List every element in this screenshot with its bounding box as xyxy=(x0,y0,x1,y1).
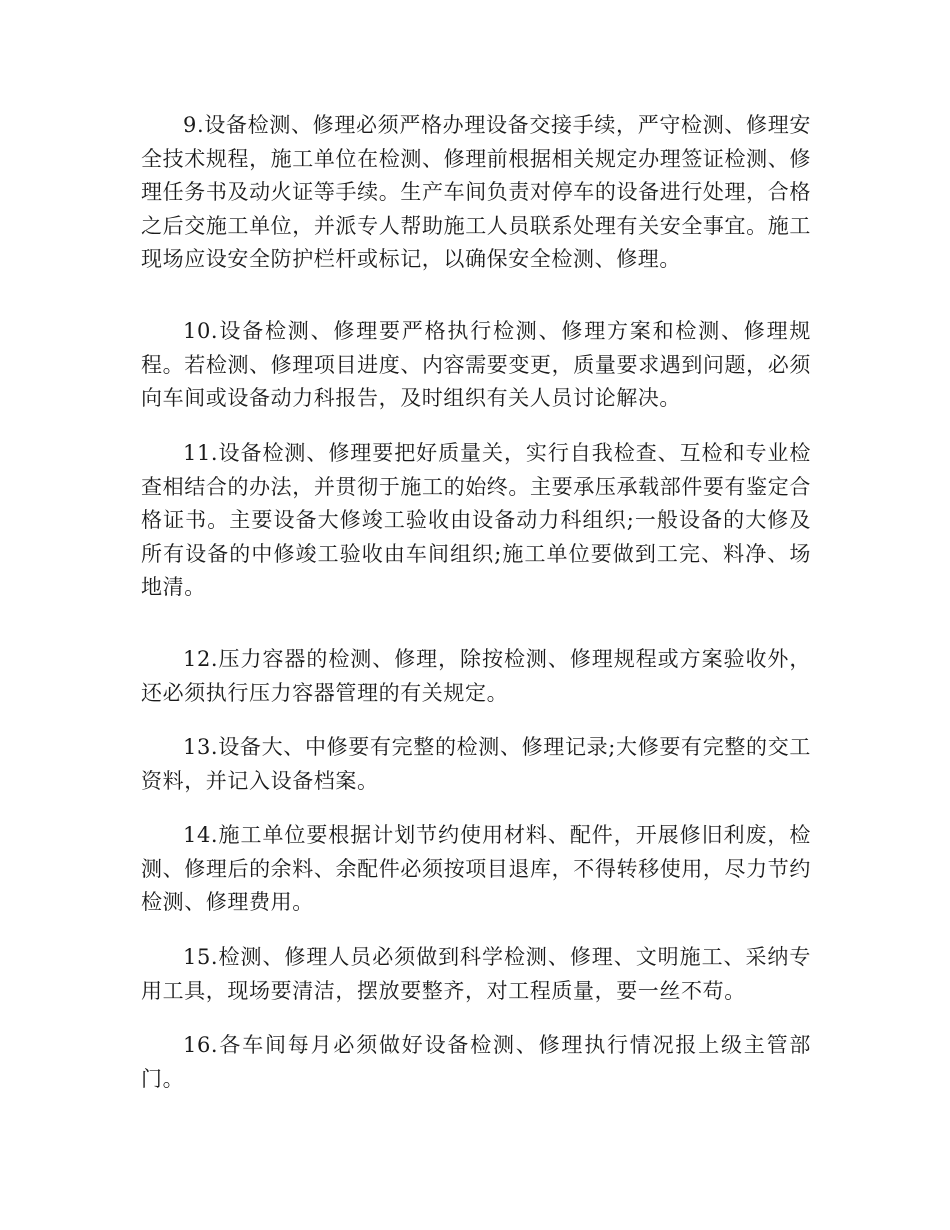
paragraph-item-16: 16.各车间每月必须做好设备检测、修理执行情况报上级主管部门。 xyxy=(141,1033,811,1091)
paragraph-item-13: 13.设备大、中修要有完整的检测、修理记录;大修要有完整的交工资料，并记入设备档案。 xyxy=(141,735,811,793)
paragraph-item-9: 9.设备检测、修理必须严格办理设备交接手续，严守检测、修理安全技术规程，施工单位在检测、修理前根据相关规定办理签证检测、修理任务书及动火证等手续。生产车间负责对停车的设备进行处理，合格之后交施工单位，并派专人帮助施工人员联系处理有关安全事宜。施工现场应设安全防护栏杆或标记，以确保安全检测、修理。 xyxy=(141,113,811,272)
paragraph-item-12: 12.压力容器的检测、修理，除按检测、修理规程或方案验收外，还必须执行压力容器管理的有关规定。 xyxy=(141,647,811,705)
paragraph-item-15: 15.检测、修理人员必须做到科学检测、修理、文明施工、采纳专用工具，现场要清洁，摆放要整齐，对工程质量，要一丝不苟。 xyxy=(141,945,811,1003)
paragraph-item-14: 14.施工单位要根据计划节约使用材料、配件，开展修旧利废，检测、修理后的余料、余配件必须按项目退库，不得转移使用，尽力节约检测、修理费用。 xyxy=(141,823,811,915)
paragraph-item-11: 11.设备检测、修理要把好质量关，实行自我检查、互检和专业检查相结合的办法，并贯彻于施工的始终。主要承压承载部件要有鉴定合格证书。主要设备大修竣工验收由设备动力科组织;一般设备的大修及所有设备的中修竣工验收由车间组织;施工单位要做到工完、料净、场地清。 xyxy=(141,441,811,600)
paragraph-item-10: 10.设备检测、修理要严格执行检测、修理方案和检测、修理规程。若检测、修理项目进度、内容需要变更，质量要求遇到问题，必须向车间或设备动力科报告，及时组织有关人员讨论解决。 xyxy=(141,319,811,411)
